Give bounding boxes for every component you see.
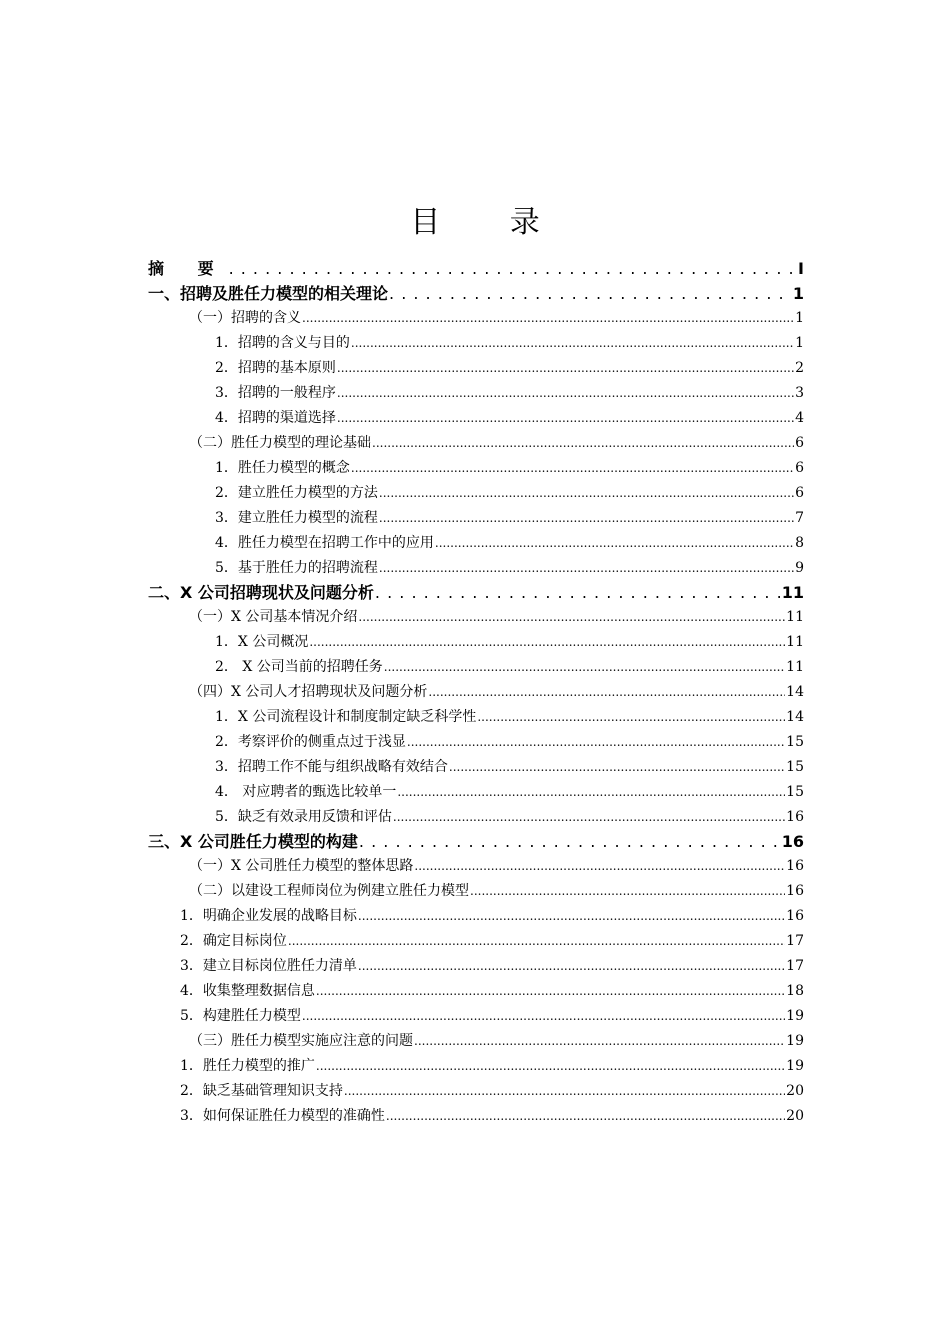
toc-entry-section[interactable] bbox=[189, 1029, 804, 1054]
toc-entry-label: 3．建立胜任力模型的流程 bbox=[215, 510, 378, 526]
toc-entry-label: 三、X 公司胜任力模型的构建 bbox=[148, 832, 358, 851]
toc-entry-subsection[interactable] bbox=[215, 531, 804, 556]
dot-leader bbox=[379, 556, 794, 581]
toc-entry-section[interactable] bbox=[189, 306, 804, 331]
toc-entry-page: 8 bbox=[795, 535, 804, 551]
toc-entry-page: 4 bbox=[795, 410, 804, 426]
toc-entry-page: 19 bbox=[786, 1008, 804, 1024]
toc-entry-page: 16 bbox=[781, 832, 804, 851]
dot-leader bbox=[302, 1004, 785, 1029]
toc-entry-label: 1．招聘的含义与目的 bbox=[215, 335, 350, 351]
dot-leader bbox=[359, 829, 781, 854]
toc-entry-page: 2 bbox=[795, 360, 804, 376]
toc-entry-label: 4．招聘的渠道选择 bbox=[215, 410, 336, 426]
dot-leader bbox=[288, 929, 785, 954]
toc-entry-page: 1 bbox=[792, 284, 804, 303]
toc-entry-page: 14 bbox=[786, 709, 804, 725]
dot-leader bbox=[337, 406, 794, 431]
toc-entry-page: 20 bbox=[786, 1083, 804, 1099]
dot-leader bbox=[397, 780, 785, 805]
toc-entry-page: 17 bbox=[786, 933, 804, 949]
toc-entry-label: 1．X 公司流程设计和制度制定缺乏科学性 bbox=[215, 709, 477, 725]
toc-entry-page: 15 bbox=[786, 734, 804, 750]
dot-leader bbox=[351, 331, 794, 356]
toc-entry-label: 3．建立目标岗位胜任力清单 bbox=[180, 958, 357, 974]
toc-entry-page: I bbox=[798, 259, 804, 278]
dot-leader bbox=[386, 1104, 785, 1129]
toc-entry-page: 7 bbox=[795, 510, 804, 526]
dot-leader bbox=[351, 456, 794, 481]
dot-leader bbox=[337, 381, 794, 406]
toc-entry-page: 11 bbox=[786, 659, 804, 675]
toc-entry-subsection[interactable] bbox=[215, 506, 804, 531]
toc-entry-label: 5．构建胜任力模型 bbox=[180, 1008, 301, 1024]
dot-leader bbox=[302, 306, 794, 331]
toc-entry-label: 1．胜任力模型的推广 bbox=[180, 1058, 315, 1074]
dot-leader bbox=[358, 605, 785, 630]
toc-entry-page: 17 bbox=[786, 958, 804, 974]
dot-leader bbox=[229, 256, 797, 281]
toc-entry-page: 11 bbox=[781, 583, 804, 602]
toc-entry-label: 摘 要 bbox=[148, 259, 228, 278]
toc-entry-page: 11 bbox=[786, 634, 804, 650]
toc-entry-page: 18 bbox=[786, 983, 804, 999]
toc-entry-label: （四）X 公司人才招聘现状及问题分析 bbox=[189, 684, 428, 700]
dot-leader bbox=[358, 904, 785, 929]
toc-entry-label: 5．缺乏有效录用反馈和评估 bbox=[215, 809, 392, 825]
toc-entry-subsection[interactable] bbox=[215, 755, 804, 780]
toc-entry-subsection[interactable] bbox=[215, 406, 804, 431]
toc-entry-page: 14 bbox=[786, 684, 804, 700]
toc-entry-subsection[interactable] bbox=[215, 456, 804, 481]
dot-leader bbox=[316, 979, 785, 1004]
toc-entry-page: 16 bbox=[786, 883, 804, 899]
dot-leader bbox=[407, 730, 785, 755]
toc-entry-subsection[interactable] bbox=[215, 805, 804, 830]
toc-entry-label: 3．如何保证胜任力模型的准确性 bbox=[180, 1108, 385, 1124]
dot-leader bbox=[358, 954, 785, 979]
dot-leader bbox=[379, 481, 794, 506]
toc-entry-page: 16 bbox=[786, 908, 804, 924]
toc-entry-label: 4．收集整理数据信息 bbox=[180, 983, 315, 999]
toc-entry-subsection[interactable] bbox=[180, 1079, 804, 1104]
dot-leader bbox=[379, 506, 794, 531]
dot-leader bbox=[309, 630, 785, 655]
dot-leader bbox=[344, 1079, 785, 1104]
toc-entry-subsection[interactable] bbox=[180, 954, 804, 979]
toc-entry-chapter-2[interactable] bbox=[148, 580, 804, 605]
toc-entry-subsection[interactable] bbox=[215, 630, 804, 655]
dot-leader bbox=[375, 580, 781, 605]
toc-entry-subsection[interactable] bbox=[180, 1104, 804, 1129]
toc-entry-subsection[interactable] bbox=[215, 780, 804, 805]
toc-entry-label: 3．招聘工作不能与组织战略有效结合 bbox=[215, 759, 448, 775]
toc-entry-label: 2． X 公司当前的招聘任务 bbox=[215, 659, 383, 675]
toc-entry-page: 3 bbox=[795, 385, 804, 401]
toc-entry-section[interactable] bbox=[189, 605, 804, 630]
dot-leader bbox=[372, 431, 794, 456]
toc-entry-subsection[interactable] bbox=[215, 481, 804, 506]
toc-entry-section[interactable] bbox=[189, 879, 804, 904]
toc-entry-subsection[interactable] bbox=[180, 1004, 804, 1029]
toc-entry-label: 二、X 公司招聘现状及问题分析 bbox=[148, 583, 374, 602]
toc-entry-label: 1．明确企业发展的战略目标 bbox=[180, 908, 357, 924]
toc-entry-page: 6 bbox=[795, 435, 804, 451]
toc-entry-label: 2．建立胜任力模型的方法 bbox=[215, 485, 378, 501]
toc-entry-subsection[interactable] bbox=[180, 904, 804, 929]
toc-entry-label: （一）招聘的含义 bbox=[189, 310, 301, 326]
toc-entry-page: 19 bbox=[786, 1058, 804, 1074]
toc-entry-page: 20 bbox=[786, 1108, 804, 1124]
toc-entry-page: 9 bbox=[795, 560, 804, 576]
toc-entry-subsection[interactable] bbox=[215, 705, 804, 730]
toc-entry-label: 1．胜任力模型的概念 bbox=[215, 460, 350, 476]
dot-leader bbox=[449, 755, 785, 780]
toc-entry-label: 一、招聘及胜任力模型的相关理论 bbox=[148, 284, 389, 303]
toc-entry-label: （二）以建设工程师岗位为例建立胜任力模型 bbox=[189, 883, 469, 899]
dot-leader bbox=[428, 680, 785, 705]
toc-entry-subsection[interactable] bbox=[180, 1054, 804, 1079]
toc-entry-label: （三）胜任力模型实施应注意的问题 bbox=[189, 1033, 413, 1049]
toc-entry-section[interactable] bbox=[189, 854, 804, 879]
toc-entry-label: 4． 对应聘者的甄选比较单一 bbox=[215, 784, 397, 800]
toc-entry-subsection[interactable] bbox=[215, 381, 804, 406]
dot-leader bbox=[337, 356, 794, 381]
toc-entry-subsection[interactable] bbox=[215, 331, 804, 356]
toc-entry-subsection[interactable] bbox=[180, 929, 804, 954]
toc-entry-page: 16 bbox=[786, 809, 804, 825]
dot-leader bbox=[384, 655, 785, 680]
dot-leader bbox=[316, 1054, 785, 1079]
toc-entry-label: 1．X 公司概况 bbox=[215, 634, 309, 650]
toc-entry-page: 15 bbox=[786, 784, 804, 800]
toc-entry-page: 1 bbox=[795, 335, 804, 351]
toc-entry-abstract[interactable] bbox=[148, 256, 804, 281]
toc-entry-section[interactable] bbox=[189, 431, 804, 456]
toc-entry-chapter-3[interactable] bbox=[148, 829, 804, 854]
dot-leader bbox=[435, 531, 794, 556]
toc-entry-label: （一）X 公司基本情况介绍 bbox=[189, 609, 358, 625]
dot-leader bbox=[477, 705, 785, 730]
toc-title: 目 录 bbox=[410, 205, 570, 240]
toc-entry-page: 19 bbox=[786, 1033, 804, 1049]
dot-leader bbox=[389, 281, 792, 306]
toc-entry-label: 2．缺乏基础管理知识支持 bbox=[180, 1083, 343, 1099]
toc-entry-label: 3．招聘的一般程序 bbox=[215, 385, 336, 401]
dot-leader bbox=[393, 805, 785, 830]
toc-entry-page: 6 bbox=[795, 460, 804, 476]
toc-entry-page: 16 bbox=[786, 858, 804, 874]
toc-entry-label: （二）胜任力模型的理论基础 bbox=[189, 435, 371, 451]
toc-entry-page: 15 bbox=[786, 759, 804, 775]
toc-entry-label: 5．基于胜任力的招聘流程 bbox=[215, 560, 378, 576]
dot-leader bbox=[414, 1029, 785, 1054]
dot-leader bbox=[470, 879, 785, 904]
toc-entry-label: 2．考察评价的侧重点过于浅显 bbox=[215, 734, 406, 750]
toc-entry-label: 2．确定目标岗位 bbox=[180, 933, 287, 949]
toc-entry-section[interactable] bbox=[189, 680, 804, 705]
toc-entry-subsection[interactable] bbox=[215, 556, 804, 581]
toc-entry-label: （一）X 公司胜任力模型的整体思路 bbox=[189, 858, 414, 874]
toc-entry-page: 6 bbox=[795, 485, 804, 501]
toc-entry-subsection[interactable] bbox=[180, 979, 804, 1004]
toc-entry-subsection[interactable] bbox=[215, 730, 804, 755]
toc-entry-label: 4．胜任力模型在招聘工作中的应用 bbox=[215, 535, 434, 551]
toc-entry-page: 1 bbox=[795, 310, 804, 326]
toc-entry-label: 2．招聘的基本原则 bbox=[215, 360, 336, 376]
toc-entry-subsection[interactable] bbox=[215, 356, 804, 381]
dot-leader bbox=[414, 854, 785, 879]
toc-entry-page: 11 bbox=[786, 609, 804, 625]
toc-entry-chapter-1[interactable] bbox=[148, 281, 804, 306]
toc-entry-subsection[interactable] bbox=[215, 655, 804, 680]
